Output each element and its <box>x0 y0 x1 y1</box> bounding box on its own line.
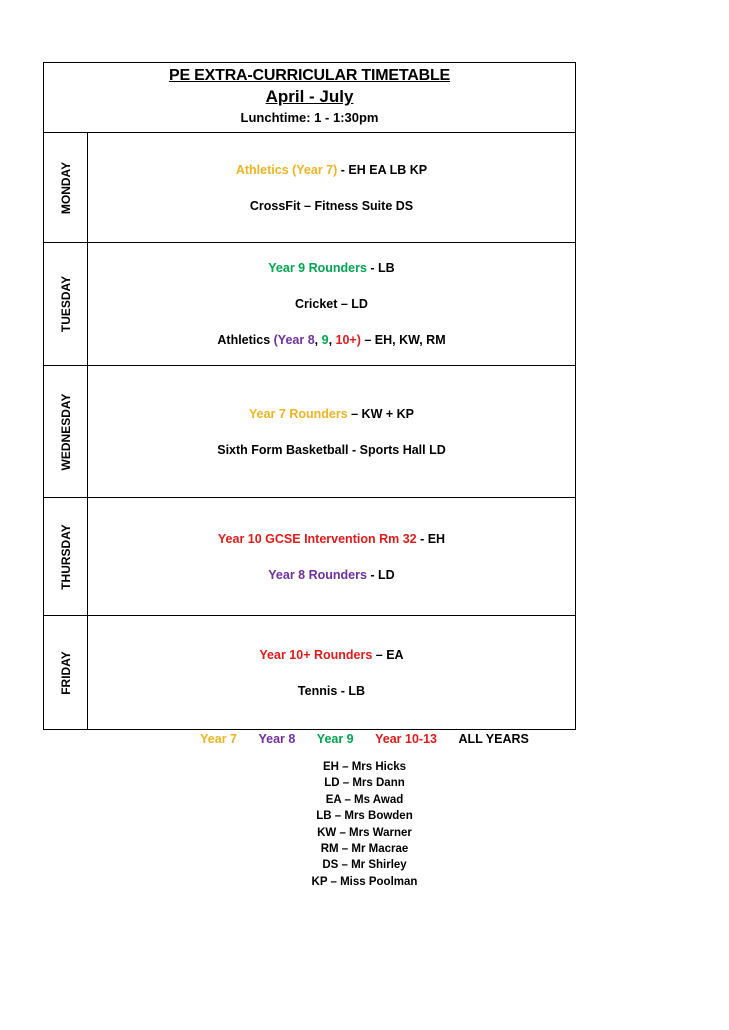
staff-entry: EA – Ms Awad <box>325 793 404 806</box>
activity-staff: – EA <box>372 647 404 662</box>
day-label-cell <box>44 498 88 615</box>
day-label-cell <box>44 243 88 365</box>
activity-colored: Athletics (Year 7) <box>235 162 338 177</box>
row-tuesday <box>44 243 575 366</box>
activities-tuesday <box>88 243 575 365</box>
activity-staff: - LB <box>366 261 395 275</box>
day-label-friday: FRIDAY <box>58 650 73 695</box>
activities-wednesday <box>88 366 575 497</box>
activity <box>236 162 427 178</box>
activities-monday <box>88 133 575 242</box>
separator: , <box>314 333 322 347</box>
staff-key <box>0 759 729 890</box>
legend-all-years: ALL YEARS <box>458 732 529 746</box>
staff-entry: DS – Mr Shirley <box>322 859 407 872</box>
activity-prefix: Athletics <box>217 333 274 347</box>
timetable-header <box>44 63 575 133</box>
year10-marker: 10+) <box>335 333 361 347</box>
staff-entry: RM – Mr Macrae <box>320 843 409 856</box>
legend-year7: Year 7 <box>200 732 237 746</box>
activity <box>217 332 445 348</box>
staff-entry: EH – Mrs Hicks <box>322 761 407 773</box>
day-label-tuesday: TUESDAY <box>58 275 73 333</box>
activity <box>268 567 394 583</box>
legend-year10-13: Year 10-13 <box>375 732 437 746</box>
day-label-cell <box>44 616 88 729</box>
activity <box>268 260 394 276</box>
activity-colored: Year 7 Rounders <box>249 406 348 421</box>
row-wednesday <box>44 366 575 498</box>
staff-entry: KP – Miss Poolman <box>311 875 418 888</box>
year9-marker: 9 <box>321 333 329 347</box>
page-title: PE EXTRA-CURRICULAR TIMETABLE <box>168 67 450 84</box>
day-label-cell <box>44 366 88 497</box>
staff-entry: LB – Mrs Bowden <box>316 810 413 823</box>
activity-colored: Year 9 Rounders <box>268 261 367 275</box>
activities-thursday <box>88 498 575 615</box>
year8-marker: (Year 8 <box>273 333 315 347</box>
lunchtime-info: Lunchtime: 1 - 1:30pm <box>240 110 379 125</box>
activity-staff: - EH EA LB KP <box>337 162 428 177</box>
staff-entry: KW – Mrs Warner <box>317 826 412 839</box>
activity: Cricket – LD <box>295 297 368 311</box>
day-label-thursday: THURSDAY <box>58 523 73 590</box>
activity-colored: Year 8 Rounders <box>268 567 367 582</box>
date-range: April - July <box>265 87 354 106</box>
activity: Sixth Form Basketball - Sports Hall LD <box>217 442 446 457</box>
activity-staff: - EH <box>416 531 446 546</box>
activity-colored: Year 10 GCSE Intervention Rm 32 <box>217 531 417 546</box>
day-label-monday: MONDAY <box>58 161 73 214</box>
activity <box>249 406 414 422</box>
row-monday <box>44 133 575 243</box>
activity <box>259 647 403 663</box>
activity-colored: Year 10+ Rounders <box>259 647 373 662</box>
day-label-wednesday: WEDNESDAY <box>58 393 73 470</box>
activity-staff: – EH, KW, RM <box>360 333 446 347</box>
day-label-cell <box>44 133 88 242</box>
legend-year9: Year 9 <box>316 732 354 746</box>
activity: CrossFit – Fitness Suite DS <box>249 198 414 213</box>
activity <box>218 531 445 547</box>
row-friday <box>44 616 575 729</box>
legend-year8: Year 8 <box>258 732 296 746</box>
timetable <box>43 62 576 730</box>
activity-staff: - LD <box>366 567 395 582</box>
activities-friday <box>88 616 575 729</box>
staff-entry: LD – Mrs Dann <box>324 777 405 790</box>
row-thursday <box>44 498 575 616</box>
activity-staff: – KW + KP <box>347 406 414 421</box>
activity: Tennis - LB <box>297 683 366 698</box>
colour-key <box>0 731 729 747</box>
separator: , <box>328 333 336 347</box>
